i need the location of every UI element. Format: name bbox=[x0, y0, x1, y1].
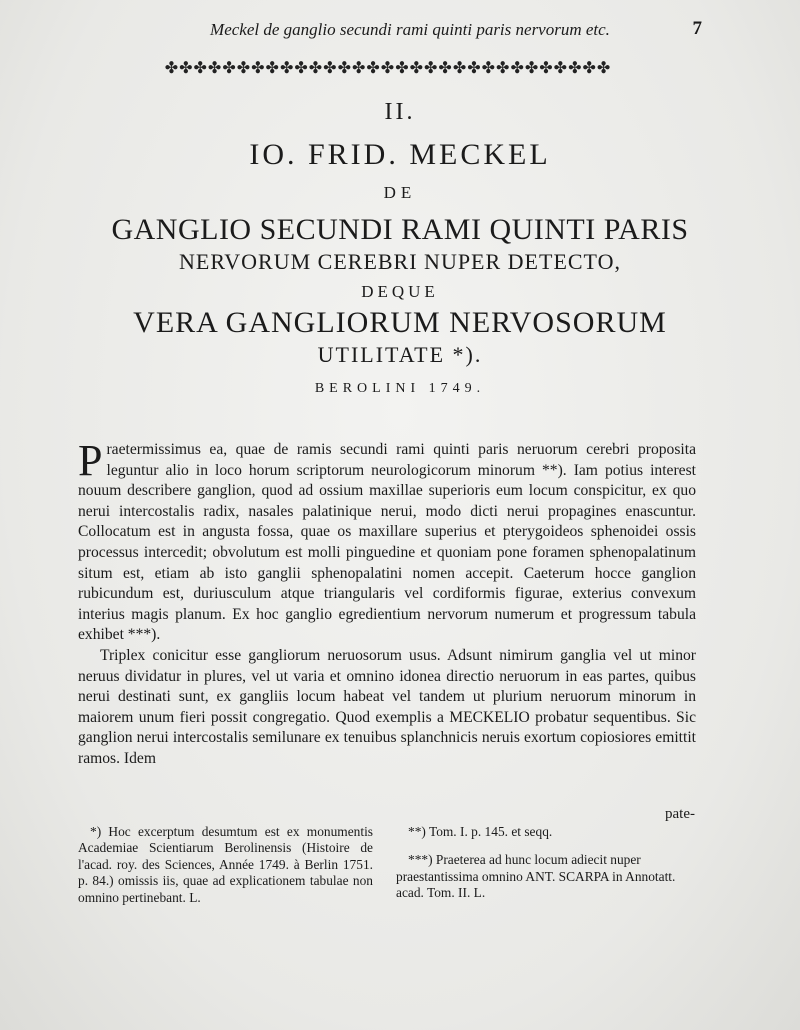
footnote-1: *) Hoc excerptum desumtum est ex monumentis Academiae Scientiarum Berolinensis (Histoire de l'acad. roy. des Sciences, Année 1749. à Berlin 1751. p. 84.) omissis iis, quae ad explicationem tabulae non omnino pertinebant. L. bbox=[78, 824, 373, 905]
author-name: IO. FRID. MECKEL bbox=[249, 138, 551, 171]
title-line-4: UTILITATE *). bbox=[317, 342, 483, 367]
title-line-3: VERA GANGLIORUM NERVOSORUM bbox=[133, 306, 667, 339]
footnote-3: ***) Praeterea ad hunc locum adiecit nuper praestantissima omnino ANT. SCARPA in Annotatt. acad. Tom. II. L. bbox=[396, 852, 676, 901]
title-block bbox=[60, 100, 740, 396]
running-head bbox=[0, 18, 800, 44]
drop-cap: P bbox=[78, 436, 103, 485]
catchword: pate- bbox=[665, 806, 695, 822]
title-line-1: GANGLIO SECUNDI RAMI QUINTI PARIS bbox=[111, 213, 689, 246]
title-line-2: NERVORUM CEREBRI NUPER DETECTO, bbox=[179, 249, 621, 274]
title-deque: DEQUE bbox=[361, 282, 439, 301]
section-numeral: II. bbox=[384, 99, 416, 125]
paragraph-1 bbox=[78, 436, 696, 646]
imprint-line: BEROLINI 1749. bbox=[314, 381, 486, 396]
paragraph-2: Triplex conicitur esse gangliorum neruosorum usus. Adsunt nimirum ganglia vel ut minor neruus dividatur in plures, vel ut varia et omnino idonea directio neruorum in eas partes, quibus nerui destinati sunt, ex gangliis locum habeat vel tandem ut plurium neruorum minorum in maiorem unum fieri possit congregatio. Quod exemplis a MECKELIO probatur sequentibus. Sic ganglion nerui intercostalis semilunare ex tenuibus splanchnicis neruis exortum copiosiores emittit ramos. Idem bbox=[78, 646, 696, 767]
footnote-column-right bbox=[396, 824, 698, 914]
footnote-column-left bbox=[78, 824, 373, 906]
ornament-rule bbox=[78, 58, 698, 78]
title-de: DE bbox=[383, 183, 417, 202]
paragraph-1-text: raetermissimus ea, quae de ramis secundi rami quinti paris neruorum cerebri proposita leguntur alio in loco horum scriptorum neurologicorum minorum **). Iam potius interest nouum describere ganglion, quod ad ossium maxillae superioris eum locum conspicitur, ex quo nerui intercostalis radix, nasales palatinique nerui, modo dicti nerui propagines enascuntur. Collocatum est in angusta fossa, quae os maxillare superius et pterygoideos sphenoidei ossis processus intercedit; obvolutum est molli pinguedine et quoniam pone foramen sphenopalatinum situm est, etiam ab isto ganglii sphenopalatini nomen accepit. Caeterum hocce ganglion rubicundum est, duriusculum atque triangularis vel cordiformis figurae, exterius convexum interius magis planum. Ex hoc ganglio egredientium nervorum numerum et progressum tabula exhibet ***). bbox=[78, 441, 696, 644]
footnote-2: **) Tom. I. p. 145. et seqq. bbox=[408, 824, 553, 839]
page-number: 7 bbox=[692, 18, 702, 39]
footnotes bbox=[78, 824, 698, 944]
running-title: Meckel de ganglio secundi rami quinti paris nervorum etc. bbox=[210, 20, 610, 39]
body-text bbox=[78, 436, 696, 770]
